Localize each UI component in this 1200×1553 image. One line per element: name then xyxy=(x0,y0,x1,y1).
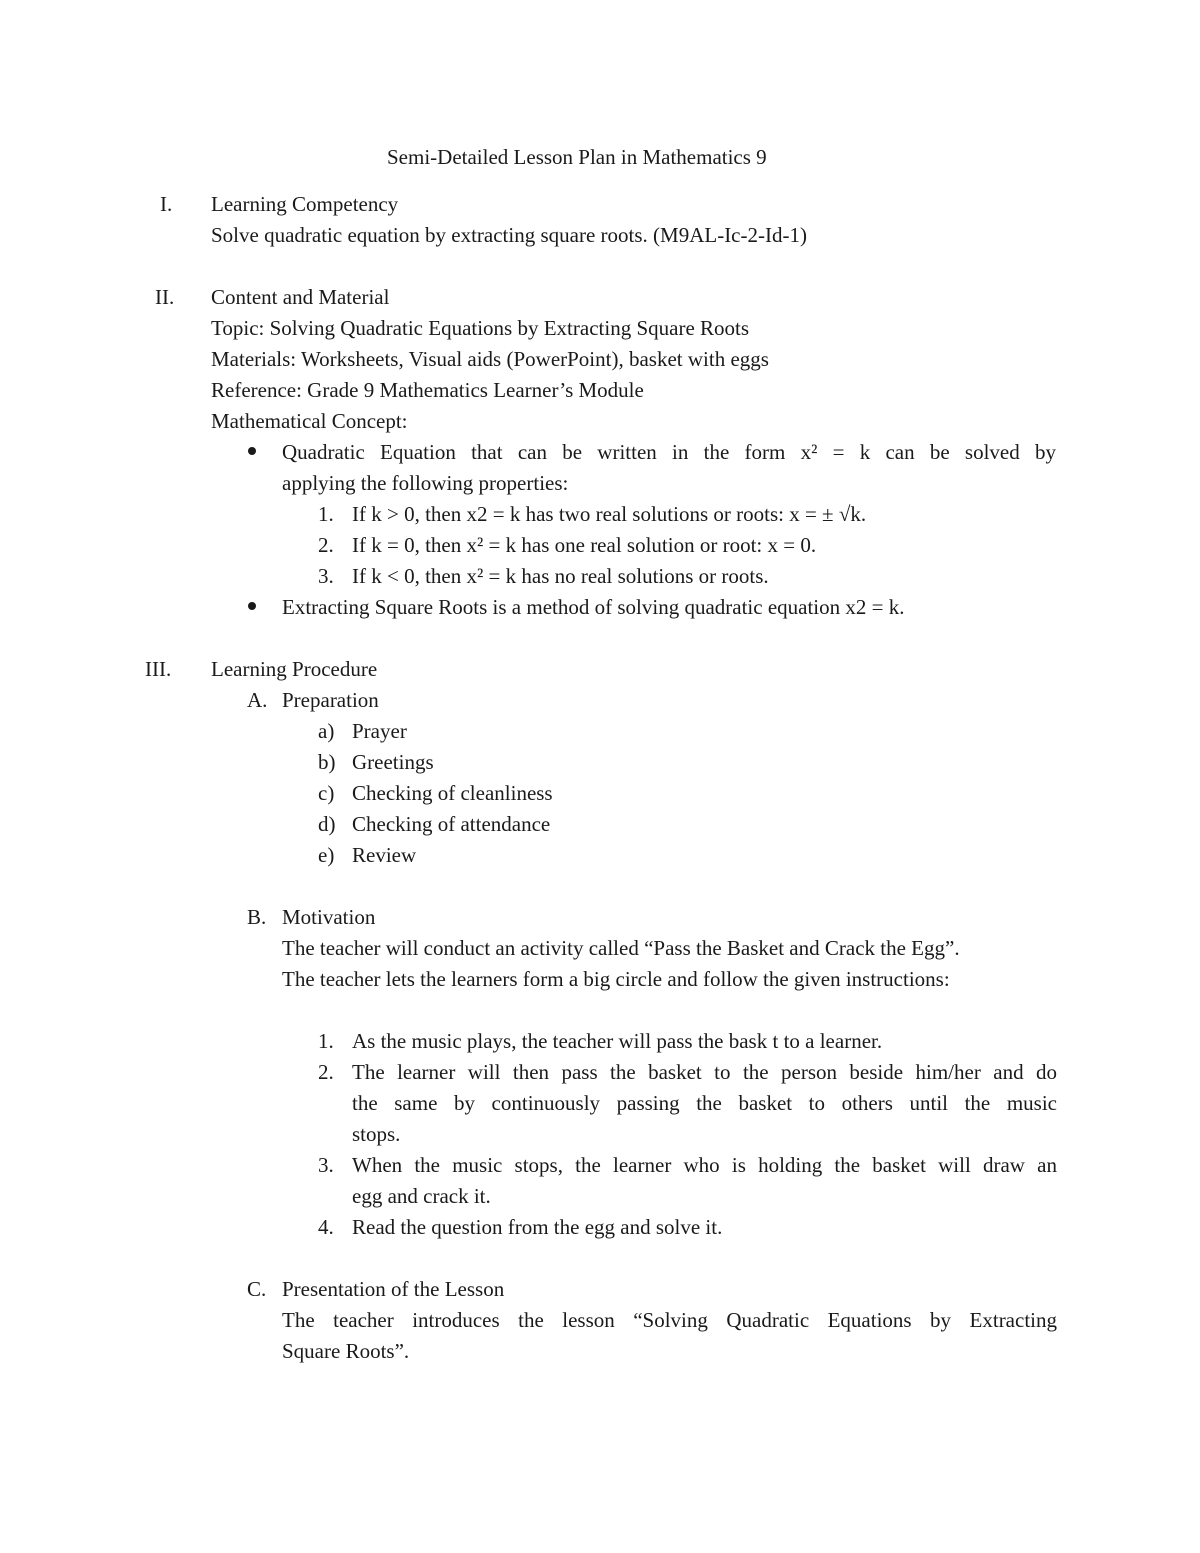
instruction-line: the same by continuously passing the basket to others until the music xyxy=(352,1091,1057,1115)
section-3-heading: Learning Procedure xyxy=(211,657,378,681)
preparation-item: Checking of cleanliness xyxy=(352,781,553,805)
part-c-letter: C. xyxy=(247,1277,267,1301)
instruction-number: 2. xyxy=(318,1060,334,1084)
instruction-line: As the music plays, the teacher will pass the bask t to a learner. xyxy=(352,1029,883,1053)
part-c-heading: Presentation of the Lesson xyxy=(282,1277,505,1301)
property-text: If k = 0, then x² = k has one real solution or root: x = 0. xyxy=(352,533,817,557)
property-text: If k < 0, then x² = k has no real solutions or roots. xyxy=(352,564,769,588)
property-number: 1. xyxy=(318,502,334,526)
preparation-item-letter: a) xyxy=(318,719,335,743)
property-number: 2. xyxy=(318,533,334,557)
preparation-item: Review xyxy=(352,843,417,867)
preparation-item: Checking of attendance xyxy=(352,812,551,836)
property-number: 3. xyxy=(318,564,334,588)
preparation-item: Prayer xyxy=(352,719,407,743)
instruction-number: 1. xyxy=(318,1029,334,1053)
section-2-heading: Content and Material xyxy=(211,285,390,309)
presentation-paragraph-line-2: Square Roots”. xyxy=(282,1339,410,1363)
instruction-line: stops. xyxy=(352,1122,401,1146)
document-title: Semi-Detailed Lesson Plan in Mathematics 9 xyxy=(387,145,767,169)
section-3-numeral: III. xyxy=(145,657,172,681)
materials-line: Materials: Worksheets, Visual aids (PowerPoint), basket with eggs xyxy=(211,347,769,371)
part-b-heading: Motivation xyxy=(282,905,376,929)
instruction-line: When the music stops, the learner who is holding the basket will draw an xyxy=(352,1153,1057,1177)
preparation-item-letter: c) xyxy=(318,781,335,805)
preparation-item-letter: b) xyxy=(318,750,336,774)
section-1-numeral: I. xyxy=(160,192,173,216)
preparation-item: Greetings xyxy=(352,750,434,774)
presentation-paragraph-line-1: The teacher introduces the lesson “Solving Quadratic Equations by Extracting xyxy=(282,1308,1057,1332)
section-2-numeral: II. xyxy=(155,285,175,309)
reference-line: Reference: Grade 9 Mathematics Learner’s Module xyxy=(211,378,644,402)
preparation-item-letter: e) xyxy=(318,843,335,867)
part-a-letter: A. xyxy=(247,688,268,712)
part-a-heading: Preparation xyxy=(282,688,379,712)
property-text: If k > 0, then x2 = k has two real solutions or roots: x = ± √k. xyxy=(352,502,867,526)
motivation-paragraph-line-1: The teacher will conduct an activity called “Pass the Basket and Crack the Egg”. xyxy=(282,936,960,960)
instruction-number: 4. xyxy=(318,1215,334,1239)
learning-competency-text: Solve quadratic equation by extracting square roots. (M9AL-Ic-2-Id-1) xyxy=(211,223,807,247)
concept-bullet-2: Extracting Square Roots is a method of solving quadratic equation x2 = k. xyxy=(282,595,905,619)
concept-label: Mathematical Concept: xyxy=(211,409,408,433)
instruction-line: The learner will then pass the basket to the person beside him/her and do xyxy=(352,1060,1057,1084)
instruction-line: Read the question from the egg and solve it. xyxy=(352,1215,723,1239)
topic-line: Topic: Solving Quadratic Equations by Extracting Square Roots xyxy=(211,316,750,340)
instruction-number: 3. xyxy=(318,1153,334,1177)
concept-bullet-1-line-1: Quadratic Equation that can be written in the form x² = k can be solved by xyxy=(282,440,1056,464)
concept-bullet-1-line-2: applying the following properties: xyxy=(282,471,569,495)
part-b-letter: B. xyxy=(247,905,267,929)
instruction-line: egg and crack it. xyxy=(352,1184,491,1208)
bullet-icon xyxy=(248,602,256,610)
preparation-item-letter: d) xyxy=(318,812,336,836)
section-1-heading: Learning Competency xyxy=(211,192,399,216)
motivation-paragraph-line-2: The teacher lets the learners form a big circle and follow the given instructions: xyxy=(282,967,950,991)
bullet-icon xyxy=(248,447,256,455)
